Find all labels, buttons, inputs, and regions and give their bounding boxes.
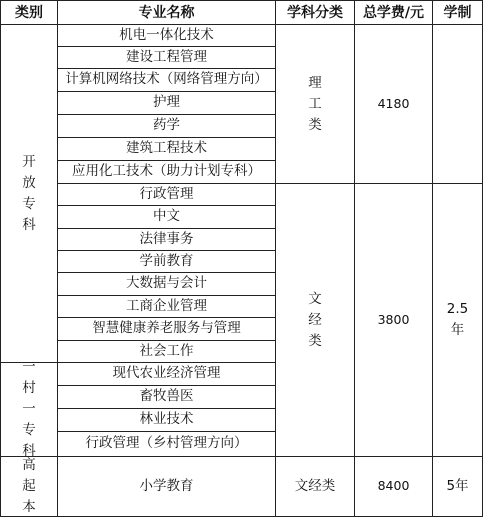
major-row: 社会工作 <box>57 340 276 363</box>
major-row: 药学 <box>57 114 276 138</box>
major-row: 中文 <box>57 205 276 229</box>
category-open-college <box>0 24 58 363</box>
major-row: 小学教育 <box>57 456 276 517</box>
vertical-char: 高 <box>22 457 36 473</box>
vertical-char: 开 <box>22 153 36 170</box>
header-tuition: 总学费/元 <box>354 0 433 25</box>
major-row: 畜牧兽医 <box>57 385 276 409</box>
header-discipline: 学科分类 <box>275 0 355 25</box>
category-one-village <box>0 362 58 457</box>
major-row: 法律事务 <box>57 228 276 251</box>
tuition-arts: 3800 <box>354 183 433 457</box>
vertical-char: 起 <box>22 478 36 494</box>
vertical-char: 工 <box>308 95 322 112</box>
major-row: 机电一体化技术 <box>57 24 276 47</box>
discipline-science <box>275 24 355 184</box>
major-row: 计算机网络技术（网络管理方向） <box>57 68 276 92</box>
major-row: 林业技术 <box>57 408 276 432</box>
vertical-char: 放 <box>22 174 36 191</box>
vertical-char: 科 <box>22 216 36 233</box>
header-category: 类别 <box>0 0 58 25</box>
major-row: 应用化工技术（助力计划专科） <box>57 160 276 184</box>
vertical-char: 2.5 <box>446 301 469 317</box>
header-duration: 学制 <box>432 0 483 25</box>
major-row: 学前教育 <box>57 250 276 273</box>
major-row: 工商企业管理 <box>57 295 276 318</box>
discipline-arts <box>275 183 355 457</box>
major-row: 现代农业经济管理 <box>57 362 276 386</box>
major-row: 大数据与会计 <box>57 272 276 296</box>
vertical-char: 一 <box>22 401 36 417</box>
vertical-char: 类 <box>308 332 322 349</box>
vertical-char: 类 <box>308 116 322 133</box>
tuition-bachelor: 8400 <box>354 456 433 517</box>
discipline-arts-bachelor: 文经类 <box>275 456 355 517</box>
category-high-to-bachelor <box>0 456 58 517</box>
major-row: 建筑工程技术 <box>57 137 276 161</box>
vertical-char: 一 <box>22 362 36 375</box>
duration-blank <box>432 24 483 184</box>
major-row: 行政管理 <box>57 183 276 206</box>
vertical-char: 本 <box>22 499 36 515</box>
vertical-char: 年 <box>450 322 465 338</box>
header-major: 专业名称 <box>57 0 276 25</box>
duration-bachelor: 5年 <box>432 456 483 517</box>
vertical-char: 村 <box>22 380 36 396</box>
vertical-char: 科 <box>22 443 36 457</box>
vertical-char: 文 <box>308 290 322 307</box>
vertical-char: 专 <box>22 422 36 438</box>
vertical-char: 专 <box>22 195 36 212</box>
major-row: 护理 <box>57 91 276 115</box>
duration-college <box>432 183 483 457</box>
vertical-char: 理 <box>308 74 322 91</box>
tuition-science: 4180 <box>354 24 433 184</box>
major-row: 智慧健康养老服务与管理 <box>57 317 276 341</box>
vertical-char: 经 <box>308 311 322 328</box>
major-row: 建设工程管理 <box>57 46 276 69</box>
major-row: 行政管理（乡村管理方向） <box>57 431 276 457</box>
